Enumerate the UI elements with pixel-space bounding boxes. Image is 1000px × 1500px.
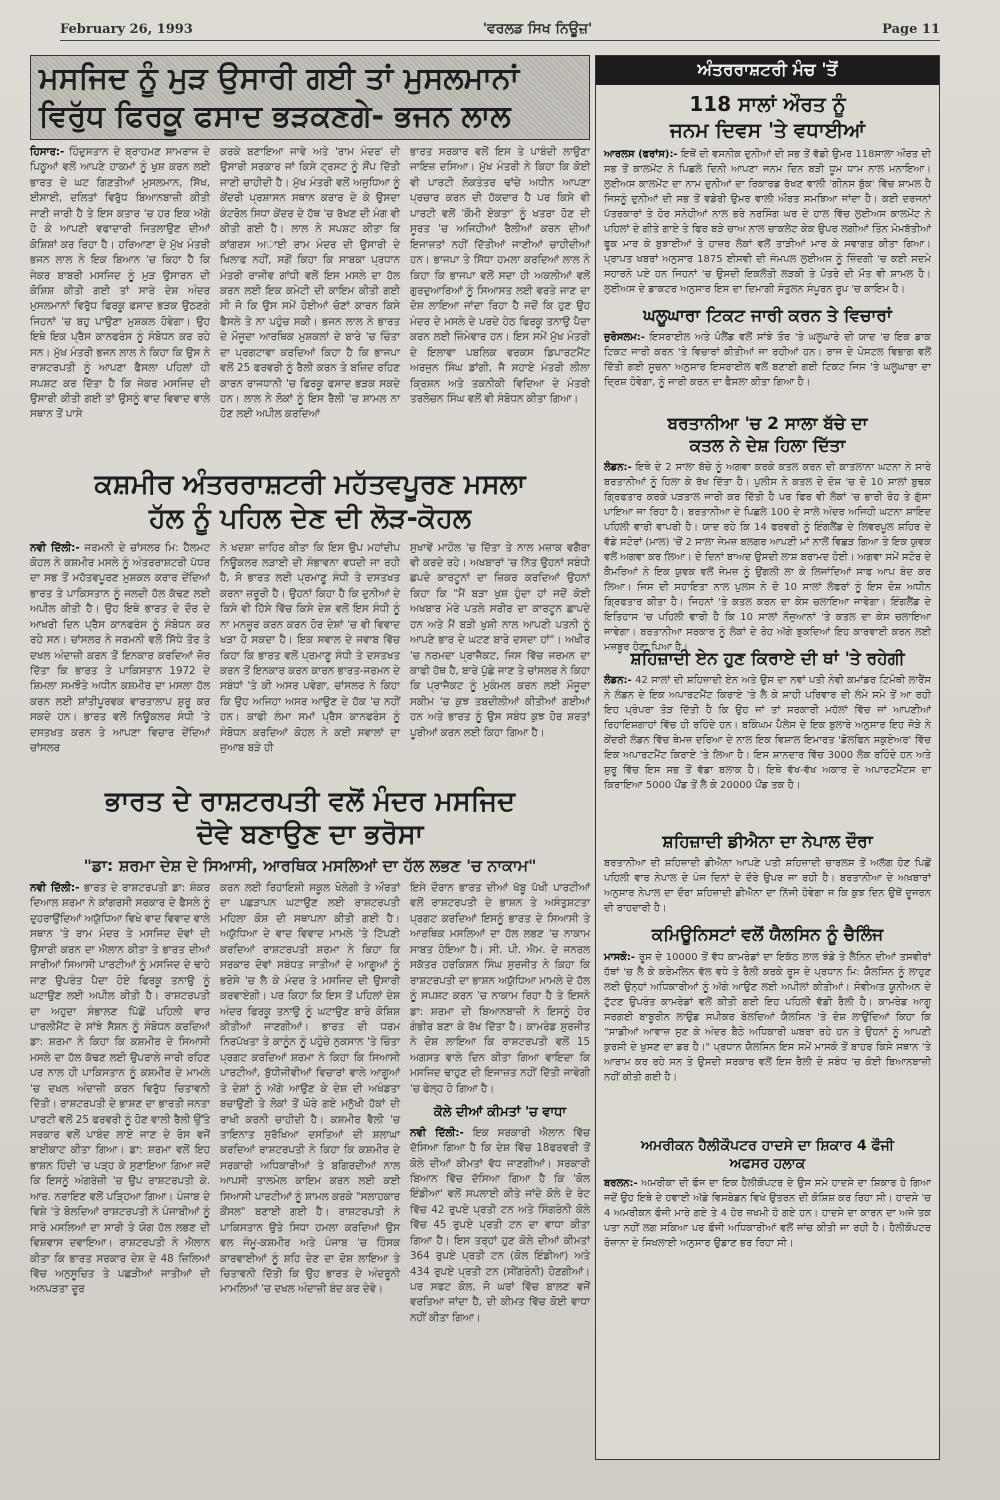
body-text: ਜਰਮਨੀ ਦੇ ਚਾਂਸਲਰ ਮਿ: ਹੈਲਮਟ ਕੋਹਲ ਨੇ ਕਸ਼ਮੀਰ ਮਸਲੇ ਨੂੰ ਅੰਤਰਰਾਸ਼ਟਰੀ ਪੱਧਰ ਦਾ ਸਭ ਤੋਂ ਮਹੱਤਵਪੂਰਣ ਮੁਸ਼ਕਲ ਕਰਾਰ ਦੇਂਦਿਆਂ ਭਾਰਤ ਤੇ ਪਾਕਿਸਤਾਨ ਨੂੰ ਜਲਦੀ ਹੱਲ ਕੱਢਣ ਲਈ ਅਪੀਲ ਕੀਤੀ ਹੈ। ਉਹ ਇਥੇ ਭਾਰਤ ਦੇ ਦੌਰ ਦੇ ਆਖਰੀ ਦਿਨ ਪ੍ਰੈਸ ਕਾਨਫਰੰਸ ਨੂੰ ਸੰਬੋਧਨ ਕਰ ਰਹੇ ਸਨ। ਚਾਂਸਲਰ ਨੇ ਜਰਮਨੀ ਵਲੋਂ ਸਿੱਧੇ ਤੌਰ ਤੇ ਦਖਲ ਅੰਦਾਜ਼ੀ ਕਰਨ ਤੋਂ ਇਨਕਾਰ ਕਰਦਿਆਂ ਜ਼ੋਰ ਦਿੱਤਾ ਕਿ ਭਾਰਤ ਤੇ ਪਾਕਿਸਤਾਨ 1972 ਦੇ ਸ਼ਿਮਲਾ ਸਮਝੌਤੇ ਅਧੀਨ ਕਸ਼ਮੀਰ ਦਾ ਮਸਲਾ ਹੱਲ ਕਰਨ ਲਈ ਸ਼ਾਂਤੀਪੂਰਵਕ ਵਾਰਤਾਲਾਪ ਸ਼ੁਰੂ ਕਰ ਸਕਦੇ ਹਨ। ਭਾਰਤ ਵਲੋਂ ਨਿਊਕਲਰ ਸੰਧੀ 'ਤੇ ਦਸਤਖਤ ਕਰਨ ਤੇ ਆਪਣਾ ਵਿਚਾਰ ਦੇਂਦਿਆਂ ਚਾਂਸਲਰ [30,541,210,755]
headline-line-1: ਮਸਜਿਦ ਨੂੰ ਮੁੜ ਉਸਾਰੀ ਗਈ ਤਾਂ ਮੁਸਲਮਾਨਾਂ [39,61,520,96]
body-column-2 [220,881,400,1401]
dateline: ਲੰਡਨ:- [604,462,632,474]
body-text: ਕਰਕੇ ਬਣਾਇਆ ਜਾਵੇ ਅਤੇ 'ਰਾਮ ਮੰਦਰ' ਦੀ ਉਸਾਰੀ ਸਰਕਾਰ ਜਾਂ ਕਿਸੇ ਟ੍ਰਸਟ ਨੂੰ ਸੌਂਪ ਦਿੱਤੀ ਜਾਣੀ ਚਾਹੀਦੀ ਹੈ। ਮੁੱਖ ਮੰਤਰੀ ਵਲੋਂ ਅਜੁਧਿਆ ਨੂੰ ਕੇਂਦਰੀ ਪ੍ਰਸ਼ਾਸਨ ਸਥਾਨ ਕਰਾਰ ਦੇ ਕੇ ਉਸਦਾ ਕੰਟਰੋਲ ਸਿਧਾ ਕੇਂਦਰ ਦੇ ਹੱਥ 'ਚ ਰੱਖਣ ਦੀ ਮੰਗ ਵੀ ਕੀਤੀ ਗਈ ਹੈ। ਲਾਲ ਨੇ ਸਪਸ਼ਟ ਕੀਤਾ ਕਿ ਕਾਂਗਰਸ ਅਾਈ ਰਾਮ ਮੰਦਰ ਦੀ ਉਸਾਰੀ ਦੇ ਖਿਲਾਫ ਨਹੀਂ, ਸਗੋਂ ਕਿਹਾ ਕਿ ਸਾਬਕਾ ਪ੍ਰਧਾਨ ਮੰਤਰੀ ਰਾਜੀਵ ਗਾਂਧੀ ਵਲੋਂ ਇਸ ਮਸਲੇ ਦਾ ਹੱਲ ਕਰਨ ਲਈ ਇਕ ਕਮੇਟੀ ਦੀ ਕਾਇਮ ਕੀਤੀ ਗਈ ਸੀ ਜੋ ਕਿ ਉਸ ਸਮੇਂ ਹੋਈਆਂ ਚੋਣਾਂ ਕਾਰਨ ਕਿਸੇ ਫੈਸਲੇ ਤੇ ਨਾ ਪਹੁੰਚ ਸਕੀ। ਭਜਨ ਲਾਲ ਨੇ ਭਾਰਤ ਦੇ ਮੌਜੂਦਾ ਆਰਥਿਕ ਮੁਸ਼ਕਲਾਂ ਦੇ ਬਾਰੇ 'ਚ ਚਿੰਤਾ ਦਾ ਪ੍ਰਗਟਾਵਾ ਕਰਦਿਆਂ ਕਿਹਾ ਹੈ ਕਿ ਭਾਜਪਾ ਵਲੋਂ 25 ਫਰਵਰੀ ਨੂੰ ਰੈਲੀ ਕਰਨ ਤੇ ਬਜ਼ਿਦ ਰਹਿਣ ਕਾਰਨ ਰਾਜਧਾਨੀ 'ਚ ਫਿਰਕੂ ਫਸਾਦ ਭੜਕ ਸਕਦੇ ਹਨ। ਲਾਲ ਨੇ ਲੋਕਾਂ ਨੂੰ ਇਸ ਰੈਲੀ 'ਚ ਸ਼ਾਮਲ ਨਾ ਹੋਣ ਲਈ ਅਪੀਲ ਕਰਦਿਆਂ [220,146,400,421]
newspaper-name: 'ਵਰਲਡ ਸਿਖ ਨਿਊਜ਼' [482,21,593,37]
dateline: ਨਵੀ ਦਿੱਲੀ:- [410,1126,464,1139]
headline [30,785,590,853]
story-text [604,1176,931,1276]
main-stories [30,55,590,1495]
headline [604,1137,931,1173]
body-text: ਇਸੇ ਦੌਰਾਨ ਭਾਰਤ ਦੀਆਂ ਖੱਬੂ ਪੱਖੀ ਪਾਰਟੀਆਂ ਵਲੋਂ ਰਾਸ਼ਟਰਪਤੀ ਦੇ ਭਾਸ਼ਨ ਤੇ ਅਸੰਤੁਸ਼ਟਤਾ ਪ੍ਰਗਟ ਕਰਦਿਆਂ ਇਸਨੂੰ ਭਾਰਤ ਦੇ ਸਿਆਸੀ ਤੇ ਆਰਥਿਕ ਮਸਲਿਆਂ ਦਾ ਹੱਲ ਲਭਣ 'ਚ ਨਾਕਾਮ ਸਾਬਤ ਹੋਇਆ ਹੈ। ਸੀ. ਪੀ. ਐਮ. ਦੇ ਜਨਰਲ ਸਕੱਤਰ ਹਰਕਿਸ਼ਨ ਸਿੰਘ ਸੁਰਜੀਤ ਨੇ ਕਿਹਾ ਕਿ ਰਾਸ਼ਟਰਪਤੀ ਦਾ ਭਾਸ਼ਨ ਅਯੁੱਧਿਆ ਮਾਮਲੇ ਦੇ ਹੱਲ ਨੂੰ ਸਪਸ਼ਟ ਕਰਨ 'ਚ ਨਾਕਾਮ ਰਿਹਾ ਹੈ ਤੇ ਇਸਨੇ ਡਾ: ਸ਼ਰਮਾ ਦੀ ਬਿਆਨਬਾਜ਼ੀ ਨੇ ਇਸਨੂੰ ਹੋਰ ਗੰਭੀਰ ਬਣਾ ਕੇ ਰੱਖ ਦਿੱਤਾ ਹੈ। ਕਾਮਰੇਡ ਸੁਰਜੀਤ ਨੇ ਦੋਸ਼ ਲਾਇਆ ਕਿ ਰਾਸ਼ਟਰਪਤੀ ਵਲੋਂ 15 ਅਗਸਤ ਵਾਲੇ ਦਿਨ ਕੀਤਾ ਗਿਆ ਵਾਇਦਾ ਕਿ ਮਸਜਿਦ ਢਾਹੁਣ ਦੀ ਇਜਾਜ਼ਤ ਨਹੀਂ ਦਿੱਤੀ ਜਾਵੇਗੀ 'ਚ ਫੇਲ੍ਹ ਹੋ ਗਿਆ ਹੈ। [410,882,590,1095]
story-body [30,881,590,1401]
story-princess-anne [596,648,939,823]
headline-line-2: ਵਿਰੁੱਧ ਫਿਰਕੂ ਫਸਾਦ ਭੜਕਣਗੇ- ਭਜਨ ਲਾਲ [39,98,511,134]
body-text: ਬਰਤਾਨੀਆ ਦੀ ਸ਼ਹਿਜ਼ਾਦੀ ਡੀਐਨਾ ਆਪਣੇ ਪਤੀ ਸ਼ਹਿਜ਼ਾਦੀ ਚਾਰਲਸ ਤੋਂ ਅਲੱਗ ਹੋਣ ਪਿਛੋਂ ਪਹਿਲੀ ਵਾਰ ਨੇਪਾਲ ਦੇ ਪੰਜ ਦਿਨਾਂ ਦੇ ਦੌਰੇ ਉਪਰ ਜਾ ਰਹੀ ਹੈ। ਬਰਤਾਨੀਆ ਦੇ ਅਖ਼ਬਾਰਾਂ ਅਨੁਸਾਰ ਨੇਪਾਲ ਦਾ ਦੌਰਾ ਸ਼ਹਿਜ਼ਾਦੀ ਡੀਐਨਾ ਦਾ ਨਿੱਜੀ ਹੋਵੇਗਾ ਜ ਕਿ ਕੁਝ ਦਿਨ ਉਥੋਂ ਦੂਜਰਨ ਦੀ ਰਾਹਦਾਰੀ ਹੈ। [604,858,931,915]
headline-line-1: 118 ਸਾਲਾਂ ਔਰਤ ਨੂੰ [689,92,846,116]
story-princess-diana-nepal [596,831,939,916]
dateline: ਬਰਲਨ:- [604,1177,638,1189]
dateline: ਲੰਡਨ:- [604,675,632,687]
body-text: ਸੁਖਾਵੇਂ ਮਾਹੌਲ 'ਚ ਦਿੱਤਾ ਤੇ ਨਾਲ ਮਜ਼ਾਕ ਵਗੈਰਾ ਵੀ ਕਰਦੇ ਰਹੇ। ਅਖਬਾਰਾਂ 'ਚ ਨਿੱਤ ਉਹਨਾਂ ਸਬੰਧੀ ਛਪਦੇ ਕਾਰਟੂਨਾਂ ਦਾ ਜ਼ਿਕਰ ਕਰਦਿਆਂ ਉਹਨਾਂ ਕਿਹਾ ਕਿ "ਮੈਂ ਬੜਾ ਖੁਸ਼ ਹੁੰਦਾ ਹਾਂ ਜਦੋਂ ਕੋਈ ਅਖਬਾਰ ਮੇਰੇ ਪਤਲੇ ਸਰੀਰ ਦਾ ਕਾਰਟੂਨ ਛਾਪਦੇ ਹਨ ਅਤੇ ਮੈਂ ਬੜੀ ਖੁਸ਼ੀ ਨਾਲ ਆਪਣੀ ਪਤਨੀ ਨੂੰ ਆਪਣੇ ਭਾਰ ਦੇ ਘਟਣ ਬਾਰੇ ਦਸਦਾ ਹਾਂ"। ਅਖੀਰ 'ਚ ਨਰਮਦਾ ਪ੍ਰਾਜੈਕਟ, ਜਿਸ ਵਿੱਚ ਜਰਮਨ ਦਾ ਕਾਫੀ ਹੱਥ ਹੈ, ਬਾਰੇ ਪੁੱਛੇ ਜਾਣ ਤੇ ਚਾਂਸਲਰ ਨੇ ਕਿਹਾ ਕਿ ਪ੍ਰਾਜੈਕਟ ਨੂੰ ਮੁਕੰਮਲ ਕਰਨ ਲਈ ਮੌਜੂਦਾ ਸਕੀਮ 'ਚ ਕੁਝ ਤਬਦੀਲੀਆਂ ਕੀਤੀਆਂ ਗਈਆਂ ਹਨ ਅਤੇ ਭਾਰਤ ਨੂੰ ਉਸ ਸਬੰਧ ਕੁਝ ਹੋਰ ਸ਼ਰਤਾਂ ਪੂਰੀਆਂ ਕਰਨ ਲਈ ਕਿਹਾ ਗਿਆ ਹੈ। [410,541,590,739]
body-text: ਨੇ ਖਦਸ਼ਾ ਜ਼ਾਹਿਰ ਕੀਤਾ ਕਿ ਇਸ ਉਪ ਮਹਾਂਦੀਪ ਨਿਊਕਲਰ ਲੜਾਈ ਦੀ ਸੰਭਾਵਨਾ ਵਧਦੀ ਜਾ ਰਹੀ ਹੈ, ਸੋ ਭਾਰਤ ਲਈ ਪ੍ਰਮਾਣੂ ਸੰਧੀ ਤੇ ਦਸਤਖਤ ਕਰਨਾ ਜ਼ਰੂਰੀ ਹੈ। ਉਹਨਾਂ ਕਿਹਾ ਹੈ ਕਿ ਦੁਨੀਆਂ ਦੇ ਕਿਸੇ ਵੀ ਹਿੱਸੇ ਵਿੱਚ ਕਿਸੇ ਦੇਸ਼ ਵਲੋਂ ਇਸ ਸੰਧੀ ਨੂੰ ਨਾ ਮਨਜ਼ੂਰ ਕਰਨ ਕਰਨ ਹੋਰ ਦੇਸ਼ਾਂ 'ਚ ਵੀ ਵਿਵਾਦ ਖੜਾ ਹੋ ਸਕਦਾ ਹੈ। ਇਕ ਸਵਾਲ ਦੇ ਜਵਾਬ ਵਿੱਚ ਕਿਹਾ ਕਿ ਭਾਰਤ ਵਲੋਂ ਪ੍ਰਮਾਣੂ ਸੰਧੀ ਤੇ ਦਸਤਖਤ ਕਰਨ ਤੋਂ ਇਨਕਾਰ ਕਰਨ ਕਾਰਨ ਭਾਰਤ-ਜਰਮਨ ਦੇ ਸਬੰਧਾਂ 'ਤੇ ਕੀ ਅਸਰ ਪਵੇਗਾ, ਚਾਂਸਲਰ ਨੇ ਕਿਹਾ ਕਿ ਉਹ ਅਜਿਹਾ ਅਸਰ ਆਉਣ ਦੇ ਹੱਕ 'ਚ ਨਹੀਂ ਹਨ। ਕਾਫੀ ਲੰਮਾ ਸਮਾਂ ਪ੍ਰੈਸ ਕਾਨਫਰੰਸ ਨੂੰ ਸੰਬੋਧਨ ਕਰਦਿਆਂ ਕੋਹਲ ਨੇ ਕਈ ਸਵਾਲਾਂ ਦਾ ਜੁਆਬ ਬੜੇ ਹੀ [220,541,400,755]
subheadline: "ਡਾ: ਸ਼ਰਮਾ ਦੇਸ਼ ਦੇ ਸਿਆਸੀ, ਆਰਥਿਕ ਮਸਲਿਆਂ ਦਾ ਹੱਲ ਲਭਣ 'ਚ ਨਾਕਾਮ" [83,856,537,875]
story-118-year-old [596,91,939,297]
story-coal-prices-headline: ਕੋਲੇ ਦੀਆਂ ਕੀਮਤਾਂ 'ਚ ਵਾਧਾ [433,1105,567,1121]
story-holocaust-stamp [596,305,939,405]
international-column [595,55,940,1460]
story-text [604,673,931,823]
body-text: ਇਥੋਂ ਦੀ ਵਸਨੀਕ ਦੁਨੀਆਂ ਦੀ ਸਭ ਤੋਂ ਵੱਡੀ ਉਮਰ 118ਸਾਲਾ ਔਰਤ ਦੀ ਸਭ ਤੋਂ ਕਾਲਮੇਂਟ ਨੇ ਪਿਛਲੇ ਦਿਨੀ ਆਪਣਾ ਜਨਮ ਦਿਨ ਬੜੀ ਧੂਮ ਧਾਮ ਨਾਲ ਮਨਾਇਆ। ਲੁਈਅਸ ਕਾਲਮੇਂਟ ਦਾ ਨਾਮ ਦੁਨੀਆਂ ਦਾ ਰਿਕਾਰਡ ਰੱਖਣ ਵਾਲੀ 'ਗੀਨਸ ਬੁੱਕ' ਵਿੱਚ ਸ਼ਾਮਲ ਹੈ ਜਿਸਨੂੰ ਦੁਨੀਆਂ ਦੀ ਸਭ ਤੋਂ ਵਡੇਰੀ ਉਮਰ ਵਾਲੀ ਔਰਤ ਸਮਝਿਆ ਜਾਂਦਾ ਹੈ। ਕਈ ਦਰਜਨਾਂ ਪੱਤਰਕਾਰਾਂ ਤੇ ਹੋਰ ਸਨੇਹੀਆਂ ਨਾਲ ਭਰੇ ਨਰਸਿੰਗ ਘਰ ਦੇ ਹਾਲ ਵਿੱਚ ਲੁਈਅਸ ਕਾਲਮੇਂਟ ਨੇ ਪਹਿਲਾਂ ਦੇ ਗੀਤੇ ਗਾਏ ਤੇ ਫਿਰ ਬੜੇ ਚਾਅ ਨਾਲ ਚਾਕਲੇਟ ਕੇਕ ਉਪਰ ਲਗੀਆਂ ਤਿੰਨ ਮੋਮਬੱਤੀਆਂ ਫੂਕ ਮਾਰ ਕੇ ਬੁਝਾਈਆਂ ਤੇ ਹਾਜ਼ਰ ਲੋਕਾਂ ਵਲੋਂ ਤਾੜੀਆਂ ਮਾਰ ਕੇ ਸਵਾਗਤ ਕੀਤਾ ਗਿਆ। ਪ੍ਰਾਪਤ ਖਬਰਾਂ ਅਨੁਸਾਰ 1875 ਈਸਵੀ ਦੀ ਜੰਮਪਲ ਲੁਈਅਸ ਨੂੰ ਜ਼ਿੰਦਗੀ 'ਚ ਕਈ ਸਦਮੇ ਸਹਾਰਨੇ ਪਏ ਹਨ ਜਿਹਨਾਂ 'ਚ ਉਸਦੀ ਇਕਲੌਤੀ ਲੜਕੀ ਤੇ ਪੋਤਰੇ ਦੀ ਮੌਤ ਵੀ ਸ਼ਾਮਲ ਹੈ। ਲੁਈਅਸ ਦੇ ਡਾਕਟਰ ਅਨੁਸਾਰ ਇਸ ਦਾ ਦਿਮਾਗੀ ਸੰਤੁਲਨ ਸੰਪੂਰਨ ਰੂਪ 'ਚ ਕਾਇਮ ਹੈ। [604,149,931,295]
body-text: 42 ਸਾਲਾਂ ਦੀ ਸ਼ਹਿਜ਼ਾਦੀ ਏਨ ਅਤੇ ਉਸ ਦਾ ਨਵਾਂ ਪਤੀ ਨੇਵੀ ਕਮਾਂਡਰ ਟਿਮੋਥੀ ਲਾਰੈਂਸ ਨੇ ਲੰਡਨ ਦੇ ਇਕ ਅਪਾਰਟਮੈਂਟ ਕਿਰਾਏ 'ਤੇ ਲੈ ਕੇ ਸ਼ਾਹੀ ਪਰਿਵਾਰ ਦੀ ਲੰਮੇ ਸਮੇ ਤੋਂ ਆ ਰਹੀ ਇਹ ਪ੍ਰੰਪਰਾ ਤੋੜ ਦਿੱਤੀ ਹੈ ਕਿ ਉਹ ਜਾਂ ਤਾਂ ਸਰਕਾਰੀ ਮਹੱਲਾਂ ਵਿੱਚ ਜਾਂ ਆਪਣੀਆਂ ਰਿਹਾਇਸ਼ਗਾਹਾਂ ਵਿੱਚ ਹੀ ਰਹਿੰਦੇ ਹਨ। ਬਕਿੰਘਮ ਪੈਲੇਸ ਦੇ ਇਕ ਬੁਲਾਰੇ ਅਨੁਸਾਰ ਇਹ ਜੋੜੇ ਨੇ ਕੇਂਦਰੀ ਲੰਡਨ ਵਿੱਚ ਥੇਮਜ਼ ਦਰਿਆ ਦੇ ਨਾਲ ਇਕ ਵਿਸ਼ਾਲ ਇਮਾਰਤ 'ਡੋਲਫਿਨ ਸਕੁਏਅਰ' ਵਿੱਚ ਇਕ ਅਪਾਰਟਮੈਂਟ ਕਿਰਾਏ 'ਤੇ ਲਿਆ ਹੈ। ਇਸ ਸ਼ਾਨਦਾਰ ਵਿੱਚ 3000 ਲੋਕ ਰਹਿੰਦੇ ਹਨ ਅਤੇ ਸ਼ੁਰੂ ਵਿੱਚ ਇਸ ਸਭ ਤੋਂ ਵੱਡਾ ਬਲਾਕ ਹੈ। ਇਥੇ ਵੱਖ-ਵੱਖ ਅਕਾਰ ਦੇ ਅਪਾਰਟਮੈਂਟਸ ਦਾ ਕਿਰਾਇਆ 5000 ਪੌਂਡ ਤੋਂ ਲੈ ਕੇ 20000 ਪੌਂਡ ਤਕ ਹੈ। [604,675,931,792]
dateline: ਨਵੀ ਦਿੱਲੀ:- [30,882,80,894]
headline [604,91,931,143]
body-text: ਹਿੰਦੁਸਤਾਨ ਦੇ ਬ੍ਰਾਹਮਣ ਸਾਮਰਾਜ ਦੇ ਪਿਠੂਆਂ ਵਲੋਂ ਆਪਣੇ ਹਾਕਮਾਂ ਨੂੰ ਖੁਸ਼ ਕਰਨ ਲਈ ਭਾਰਤ ਦੇ ਘਟ ਗਿਣਤੀਆਂ ਮੁਸਲਮਾਨ, ਸਿੱਖ, ਈਸਾਈ, ਦਲਿਤਾਂ ਵਿਰੁੱਧ ਬਿਆਨਬਾਜ਼ੀ ਕੀਤੀ ਜਾਣੀ ਜਾਰੀ ਹੈ ਤੇ ਇਸ ਕਤਾਰ 'ਚ ਹਰ ਇਕ ਅੱਗੇ ਹੋ ਕੇ ਆਪਣੀ ਵਫਾਦਾਰੀ ਜਿਤਲਾਉਣ ਦੀਆਂ ਕੋਸ਼ਿਸ਼ਾਂ ਕਰ ਰਿਹਾ ਹੈ। ਹਰਿਆਣਾ ਦੇ ਮੁੱਖ ਮੰਤਰੀ ਭਜਨ ਲਾਲ ਨੇ ਇਕ ਬਿਆਨ 'ਚ ਕਿਹਾ ਹੈ ਕਿ ਜੇਕਰ ਬਾਬਰੀ ਮਸਜਿਦ ਨੂੰ ਮੁੜ ਉਸਾਰਨ ਦੀ ਕੋਸ਼ਿਸ਼ ਕੀਤੀ ਗਈ ਤਾਂ ਸਾਰੇ ਦੇਸ਼ ਅੰਦਰ ਮੁਸਲਮਾਨਾਂ ਵਿਰੁੱਧ ਫਿਰਕੂ ਫਸਾਦ ਭੜਕ ਉਠਣਗੇ ਜਿਹਨਾਂ 'ਚ ਬਹੁ ਪਾਉਣਾ ਮੁਸ਼ਕਲ ਹੋਵੇਗਾ। ਉਹ ਇਥੇ ਇਕ ਪ੍ਰੈਸ ਕਾਨਫਰੰਸ ਨੂੰ ਸੰਬੋਧਨ ਕਰ ਰਹੇ ਸਨ। ਮੁੱਖ ਮੰਤਰੀ ਭਜਨ ਲਾਲ ਨੇ ਕਿਹਾ ਕਿ ਉਸ ਨੇ ਰਾਸ਼ਟਰਪਤੀ ਨੂੰ ਆਪਣਾ ਫੈਸਲਾ ਪਹਿਲਾਂ ਹੀ ਸਪਸ਼ਟ ਕਰ ਦਿੱਤਾ ਹੈ ਕਿ ਜੇਕਰ ਮਸਜਿਦ ਦੀ ਉਸਾਰੀ ਕੀਤੀ ਗਈ ਤਾਂ ਉਸਨੂੰ ਵਾਦ ਵਿਵਾਦ ਵਾਲੇ ਸਥਾਨ ਤੋਂ ਪਾਸੇ [30,146,210,421]
body-column-1 [30,881,210,1401]
story-communists-yeltsin [596,924,939,1114]
page-number: Page 11 [882,21,940,37]
dateline: ਮਾਸਕੋ:- [604,951,636,963]
body-text: ਅਮਰੀਕਾ ਦੀ ਫੌਜ ਦਾ ਇਕ ਹੈਲੀਕੌਪਟਰ ਦੇ ਉਸ ਸਮੇ ਹਾਦਸੇ ਦਾ ਸ਼ਿਕਾਰ ਹੋ ਗਿਆ ਜਦੋਂ ਉਹ ਇਥੇ ਦੇ ਹਵਾਈ ਅੱਡੇ ਵਿਸਬੇਡਨ ਵਿਖੇ ਉਤਰਨ ਦੀ ਕੋਸ਼ਿਸ਼ ਕਰ ਰਿਹਾ ਸੀ। ਹਾਦਸੇ 'ਚ 4 ਅਮਰੀਕਨ ਫੌਜੀ ਮਾਰੇ ਗਏ ਤੇ 4 ਹੋਰ ਜ਼ਖਮੀ ਹੋ ਗਏ ਹਨ। ਹਾਦਸੇ ਦਾ ਕਾਰਨ ਦਾ ਅਜੇ ਤਕ ਪਤਾ ਨਹੀਂ ਲਗ ਸਕਿਆ ਪਰ ਫੌਜੀ ਅਧਿਕਾਰੀਆਂ ਵਲੋਂ ਜਾਂਚ ਕੀਤੀ ਜਾ ਰਹੀ ਹੈ। ਹੈਲੀਕੌਪਟਰ ਰੋਜ਼ਾਨਾ ਦੇ ਸਿਖਲਾਈ ਅਨੁਸਾਰ ਉਡਾਣ ਭਰ ਰਿਹਾ ਸੀ। [604,1177,931,1249]
dateline: ਜ਼ੁਰੋਸਲਮ:- [604,332,645,344]
body-column-2 [220,145,400,460]
story-helicopter-crash [596,1137,939,1276]
headline: ਸ਼ਹਿਜ਼ਾਦੀ ਡੀਐਨਾ ਦਾ ਨੇਪਾਲ ਦੌਰਾ [662,832,873,853]
headline-line-1: ਅਮਰੀਕਨ ਹੈਲੀਕੌਪਟਰ ਹਾਦਸੇ ਦਾ ਸ਼ਿਕਾਰ 4 ਫੌਜੀ [641,1137,894,1154]
issue-date: February 26, 1993 [60,21,193,37]
story-masjid-bhajan-lal [30,55,590,460]
column-banner: ਅੰਤਰਰਾਸ਼ਟਰੀ ਮੰਚ 'ਤੋਂ [596,56,939,85]
headline-line-2: ਹੱਲ ਨੂੰ ਪਹਿਲ ਦੇਣ ਦੀ ਲੋੜ-ਕੋਹਲ [148,502,472,534]
body-text: ਕਰਨ ਲਈ ਰਿਹਾਇਸ਼ੀ ਸਕੂਲ ਖੋਲੇਗੀ ਤੇ ਔਰਤਾਂ ਦਾ ਪਛੜਾਪਨ ਘਟਾਉਣ ਲਈ ਰਾਸ਼ਟਰਪਤੀ ਮਹਿਲਾ ਕੋਸ਼ ਦੀ ਸਥਾਪਨਾ ਕੀਤੀ ਗਈ ਹੈ। ਅਯੁੱਧਿਆ ਦੇ ਵਾਦ ਵਿਵਾਦ ਮਾਮਲੇ 'ਤੇ ਟਿੱਪਣੀ ਕਰਦਿਆਂ ਰਾਸ਼ਟਰਪਤੀ ਸ਼ਰਮਾ ਨੇ ਕਿਹਾ ਕਿ ਸਰਕਾਰ ਦੋਵਾਂ ਸਬੰਧਤ ਜਾਤੀਆਂ ਦੇ ਆਗੂਆਂ ਨੂੰ ਭਰੋਸੇ 'ਚ ਲੈ ਕੇ ਮੰਦਰ ਤੇ ਮਸਜਿਦ ਦੀ ਉਸਾਰੀ ਕਰਵਾਏਗੀ। ਪਰ ਕਿਹਾ ਕਿ ਇਸ ਤੋਂ ਪਹਿਲਾਂ ਦੇਸ਼ ਅੰਦਰ ਫਿਰਕੂ ਤਨਾਉ ਨੂੰ ਘਟਾਉਣ ਬਾਰੇ ਕੋਸ਼ਿਸ਼ ਕੀਤੀਆਂ ਜਾਣਗੀਆਂ। ਭਾਰਤ ਦੀ ਧਰਮ ਨਿਰਪੱਖਤਾ ਤੇ ਕਾਨੂੰਨ ਨੂੰ ਪਹੁੰਚੇ ਨੁਕਸਾਨ 'ਤੇ ਚਿੰਤਾ ਪ੍ਰਗਟ ਕਰਦਿਆਂ ਸ਼ਰਮਾ ਨੇ ਕਿਹਾ ਕਿ ਸਿਆਸੀ ਪਾਰਟੀਆਂ, ਬੁੱਧੀਜੀਵੀਆਂ ਵਿਚਾਰਾਂ ਵਾਲੇ ਆਗੂਆਂ ਤੇ ਦੇਸ਼ਾਂ ਨੂੰ ਅੱਗੇ ਆਉਣ ਕੇ ਦੇਸ਼ ਦੀ ਅਖੰਡਤਾ ਬਚਾਉਣੀ ਤੇ ਲੋਕਾਂ ਤੋਂ ਘੋਰੇ ਗਏ ਮਨੁੱਖੀ ਹੱਕਾਂ ਦੀ ਰਾਖੀ ਕਰਨੀ ਚਾਹੀਦੀ ਹੈ। ਕਸ਼ਮੀਰ ਵੈਲੀ 'ਚ ਤਾਇਨਾਤ ਸੁਰੱਖਿਆ ਦਸਤਿਆਂ ਦੀ ਸ਼ਲਾਘਾ ਕਰਦਿਆਂ ਰਾਸ਼ਟਰਪਤੀ ਨੇ ਕਿਹਾ ਕਿ ਕਸ਼ਮੀਰ ਦੇ ਸਰਕਾਰੀ ਅਧਿਕਾਰੀਆਂ ਤੇ ਬਗਿਰਦੀਆਂ ਨਾਲ ਆਪਸੀ ਤਾਲਮੇਲ ਕਾਇਮ ਕਰਨ ਲਈ ਕਈ ਸਿਆਸੀ ਪਾਰਟੀਆਂ ਨੂੰ ਸ਼ਾਮਲ ਕਰਕੇ "ਸਲਾਹਕਾਰ ਕੌਂਸਲ" ਬਣਾਈ ਗਈ ਹੈ। ਰਾਸ਼ਟਰਪਤੀ ਨੇ ਪਾਕਿਸਤਾਨ ਉਤੇ ਸਿਧਾ ਹਮਲਾ ਕਰਦਿਆਂ ਉਸ ਵਲ ਜੰਮੂ-ਕਸ਼ਮੀਰ ਅਤੇ ਪੰਜਾਬ 'ਚ ਹਿੰਸਕ ਕਾਰਵਾਈਆਂ ਨੂੰ ਸ਼ਹਿ ਦੇਣ ਦਾ ਦੋਸ਼ ਲਾਇਆ ਤੇ ਚਿਤਾਵਨੀ ਦਿੱਤੀ ਕਿ ਉਹ ਭਾਰਤ ਦੇ ਅੰਦਰੂਨੀ ਮਾਮਲਿਆਂ 'ਚ ਦਖਲ ਅੰਦਾਜ਼ੀ ਬੰਦ ਕਰ ਦੇਵੇ। [220,882,400,1296]
body-text: ਭਾਰਤ ਦੇ ਰਾਸ਼ਟਰਪਤੀ ਡਾ: ਸ਼ੰਕਰ ਦਿਆਲ ਸ਼ਰਮਾ ਨੇ ਕਾਂਗਰਸੀ ਸਰਕਾਰ ਦੇ ਫੈਸਲੇ ਨੂੰ ਦੁਹਰਾਉਂਦਿਆਂ ਅਯੁੱਧਿਆ ਵਿਖੇ ਵਾਦ ਵਿਵਾਦ ਵਾਲੇ ਸਥਾਨ 'ਤੇ ਰਾਮ ਮੰਦਰ ਤੇ ਮਸਜਿਦ ਦੋਵਾਂ ਦੀ ਉਸਾਰੀ ਕਰਨ ਦਾ ਐਲਾਨ ਕੀਤਾ ਤੇ ਭਾਰਤ ਦੀਆਂ ਸਾਰੀਆਂ ਸਿਆਸੀ ਪਾਰਟੀਆਂ ਨੂੰ ਮਸਜਿਦ ਦੇ ਢਾਹੇ ਜਾਣ ਉਪਰੰਤ ਪੈਦਾ ਹੋਏ ਫਿਰਕੂ ਤਨਾਉ ਨੂੰ ਘਟਾਉਣ ਲਈ ਅਪੀਲ ਕੀਤੀ ਹੈ। ਰਾਸ਼ਟਰਪਤੀ ਦਾ ਅਹੁਦਾ ਸੰਭਾਲਣ ਪਿੱਛੋਂ ਪਹਿਲੀ ਵਾਰ ਪਾਰਲੀਮੈਂਟ ਦੇ ਸਾਂਝੇ ਸੈਸ਼ਨ ਨੂੰ ਸੰਬੋਧਨ ਕਰਦਿਆਂ ਡਾ: ਸ਼ਰਮਾ ਨੇ ਕਿਹਾ ਕਿ ਕਸ਼ਮੀਰ ਦੇ ਸਿਆਸੀ ਮਸਲੇ ਦਾ ਹੱਲ ਕੱਢਣ ਲਈ ਉਪਰਾਲੇ ਜਾਰੀ ਰਹਿਣ ਪਰ ਨਾਲ ਹੀ ਪਾਕਿਸਤਾਨ ਨੂੰ ਕਸ਼ਮੀਰ ਦੇ ਮਾਮਲੇ 'ਚ ਦਖਲ ਅੰਦਾਜ਼ੀ ਕਰਨ ਵਿਰੁੱਧ ਚਿਤਾਵਨੀ ਦਿੱਤੀ। ਰਾਸ਼ਟਰਪਤੀ ਦੇ ਭਾਸ਼ਣ ਦਾ ਭਾਰਤੀ ਜਨਤਾ ਪਾਰਟੀ ਵਲੋਂ 25 ਫਰਵਰੀ ਨੂੰ ਹੋਣ ਵਾਲੀ ਰੈਲੀ ਉੱਤੇ ਸਰਕਾਰ ਵਲੋਂ ਪਾਬੰਦ ਲਾਏ ਜਾਣ ਦੇ ਰੋਸ ਵਜੋਂ ਬਾਈਕਾਟ ਕੀਤਾ ਗਿਆ। ਡਾ: ਸ਼ਰਮਾ ਵਲੋਂ ਇਹ ਭਾਸ਼ਨ ਹਿੰਦੀ 'ਚ ਪੜ੍ਹ ਕੇ ਸੁਣਾਇਆ ਗਿਆ ਜਦੋਂ ਕਿ ਇਸਨੂੰ ਅੰਗਰੇਜ਼ੀ 'ਚ ਉਪ ਰਾਸ਼ਟਰਪਤੀ ਕੇ. ਆਰ. ਨਰਾਇਣ ਵਲੋਂ ਪੜ੍ਹਿਆ ਗਿਆ। ਪੰਜਾਬ ਦੇ ਵਿਸ਼ੇ 'ਤੇ ਬੋਲਦਿਆਂ ਰਾਸ਼ਟਰਪਤੀ ਨੇ ਪੰਜਾਬੀਆਂ ਨੂੰ ਸਾਰੇ ਮਸਲਿਆਂ ਦਾ ਸਾਰੀ ਤੇ ਯੋਗ ਹੱਲ ਲਭਣ ਦੀ ਵਿਸ਼ਵਾਸ ਦਵਾਇਆ। ਰਾਸ਼ਟਰਪਤੀ ਨੇ ਐਲਾਨ ਕੀਤਾ ਕਿ ਭਾਰਤ ਸਰਕਾਰ ਦੇਸ਼ ਦੇ 48 ਜ਼ਿਲਿਆਂ ਵਿੱਚ ਅਨੁਸੂਚਿਤ ਤੇ ਪਛੜੀਆਂ ਜਾਤੀਆਂ ਦੀ ਅਨਪੜਤਾ ਦੂਰ [30,882,210,1296]
dateline: ਹਿਸਾਰ:- [30,146,65,158]
body-column-3 [410,881,590,1401]
body-text: ਇਸਰਾਈਲ ਅਤੇ ਪੋਲੈਂਡ ਵਲੋਂ ਸਾਂਝੇ ਤੌਰ 'ਤੇ ਘਲੂਘਾਰੇ ਦੀ ਯਾਦ 'ਚ ਇਕ ਡਾਕ ਟਿਕਟ ਜਾਰੀ ਕਰਨ 'ਤੇ ਵਿਚਾਰਾਂ ਕੀਤੀਆਂ ਜਾ ਰਹੀਆਂ ਹਨ। ਰਾਜ ਦੇ ਪੋਸਟਲ ਵਿਭਾਗ ਵਲੋਂ ਦਿੱਤੀ ਗਈ ਸੂਚਨਾ ਅਨੁਸਾਰ ਇਸਰਾਈਲ ਵਲੋਂ ਬਣਾਈ ਗਈ ਟਿਕਟ ਜਿਸ 'ਤੇ ਘਲੂਘਾਰਾ ਦਾ ਦ੍ਰਿਸ਼ ਹੋਵੇਗਾ, ਨੂੰ ਜਾਰੀ ਕਰਨ ਦਾ ਫੈਸਲਾ ਕੀਤਾ ਗਿਆ ਹੈ। [604,332,931,389]
headline: ਕਮਿਊਨਿਸਟਾਂ ਵਲੋਂ ਯੈਲਸਿਨ ਨੂੰ ਚੈਲਿੰਜ [651,925,884,946]
story-text [604,856,931,916]
headline [30,468,590,536]
dateline: ਆਰਲਸ (ਫਰਾਂਸ):- [604,149,678,160]
headline: ਸ਼ਹਿਜ਼ਾਦੀ ਏਨ ਹੁਣ ਕਿਰਾਏ ਦੀ ਥਾਂ 'ਤੇ ਰਹੇਗੀ [630,649,905,670]
headline-line-1: ਭਾਰਤ ਦੇ ਰਾਸ਼ਟਰਪਤੀ ਵਲੋਂ ਮੰਦਰ ਮਸਜਿਦ [105,785,515,817]
story-kashmir-kohl [30,468,590,779]
header-rule [60,40,940,41]
headline [604,413,931,457]
headline-line-2: ਦੋਵੇ ਬਣਾਉਣ ਦਾ ਭਰੋਸਾ [196,819,424,851]
body-column-2 [220,541,400,779]
story-text [604,950,931,1115]
headline-line-2: ਜਨਮ ਦਿਵਸ 'ਤੇ ਵਧਾਈਆਂ [669,118,866,142]
body-column-1 [30,145,210,460]
story-text [604,330,931,405]
body-column-3 [410,541,590,779]
body-text: ਰੂਸ ਦੇ 10000 ਤੋਂ ਵੱਧ ਕਾਮਰੇਡਾਂ ਦਾ ਇਕੱਠ ਲਾਲ ਝੰਡੇ ਤੇ ਲੈਨਿਨ ਦੀਆਂ ਤਸਵੀਰਾਂ ਹੱਥਾਂ 'ਚ ਲੈ ਕੇ ਕਰੇਮਲਿਨ ਵੱਲ ਵਧੇ ਤੇ ਰੈਲੀ ਕਰਕੇ ਰੂਸ ਦੇ ਪ੍ਰਧਾਨ ਮਿ: ਯੈਲਸਿਨ ਨੂੰ ਲਾਹੁਣ ਲਈ ਉਨ੍ਹਾਂ ਅਧਿਕਾਰੀਆਂ ਨੂੰ ਅੱਗੇ ਆਉਣ ਲਈ ਅਪੀਲਾਂ ਕੀਤੀਆਂ। ਸੋਵੀਅਤ ਯੂਨੀਅਨ ਦੇ ਟੁੱਟਣ ਉਪਰੰਤ ਕਾਮਰੇਡਾਂ ਵਲੋਂ ਕੀਤੀ ਗਈ ਇਹ ਪਹਿਲੀ ਵੱਡੀ ਰੈਲੀ ਹੈ। ਕਾਮਰੇਡ ਆਗੂ ਸਰਗਈ ਬਾਬੂਰੀਨ ਲਾਉਡ ਸਪੀਕਰ ਬੋਲਦਿਆਂ ਯੈਲਸਿਨ 'ਤੇ ਦੋਸ਼ ਲਾਉਂਦਿਆਂ ਕਿਹਾ ਕਿ "ਸਾਡੀਆਂ ਆਵਾਜ਼ ਸੁਣ ਕੇ ਅੰਦਰ ਬੈਠੇ ਅਧਿਕਾਰੀ ਘਬਰਾ ਰਹੇ ਹਨ ਤੇ ਉਹਨਾਂ ਨੂੰ ਆਪਣੀ ਕੁਰਸੀ ਦੇ ਖੁਸਣ ਦਾ ਡਰ ਹੈ।" ਪ੍ਰਧਾਨ ਯੈਲਸਿਨ ਇਸ ਸਮੇਂ ਮਾਸਕੋ ਤੋਂ ਬਾਹਰ ਕਿਸੇ ਸਥਾਨ 'ਤੇ ਆਰਾਮ ਕਰ ਰਹੇ ਸਨ ਤੇ ਉਸਦੀ ਸਰਕਾਰ ਵਲੋਂ ਇਸ ਰੈਲੀ ਦੇ ਸਬੰਧ 'ਚ ਕੋਈ ਬਿਆਨਬਾਜ਼ੀ ਨਹੀਂ ਕੀਤੀ ਗਈ ਹੈ। [604,951,932,1083]
headline-line-1: ਕਸ਼ਮੀਰ ਅੰਤਰਰਾਸ਼ਟਰੀ ਮਹੱਤਵਪੂਰਣ ਮਸਲਾ [94,469,526,500]
body-column-3 [410,145,590,460]
headline: ਘਲੂਘਾਰਾ ਟਿਕਟ ਜਾਰੀ ਕਰਨ ਤੇ ਵਿਚਾਰਾਂ [643,306,892,326]
body-text: ਭਾਰਤ ਸਰਕਾਰ ਵਲੋਂ ਇਸ ਤੇ ਪਾਬੰਦੀ ਲਾਉਣਾ ਜਾਇਜ਼ ਦਸਿਆ। ਮੁੱਖ ਮੰਤਰੀ ਨੇ ਕਿਹਾ ਕਿ ਕੋਈ ਵੀ ਪਾਰਟੀ ਲੋਕਤੰਤਰ ਢਾਂਚੇ ਅਧੀਨ ਆਪਣਾ ਪ੍ਰਚਾਰ ਕਰਨ ਦੀ ਹੱਕਦਾਰ ਹੈ ਪਰ ਕਿਸੇ ਵੀ ਪਾਰਟੀ ਵਲੋਂ 'ਕੌਮੀ ਏਕਤਾ' ਨੂੰ ਖਤਰਾ ਹੋਣ ਦੀ ਸੂਰਤ 'ਚ ਅਜਿਹੀਆਂ ਰੈਲੀਆਂ ਕਰਨ ਦੀਆਂ ਇਜਾਜ਼ਤਾਂ ਨਹੀਂ ਦਿੱਤੀਆਂ ਜਾਣੀਆਂ ਚਾਹੀਦੀਆਂ ਹਨ। ਭਾਜਪਾ ਤੇ ਸਿੱਧਾ ਹਮਲਾ ਕਰਦਿਆਂ ਲਾਲ ਨੇ ਕਿਹਾ ਕਿ ਭਾਜਪਾ ਵਲੋਂ ਸਦਾ ਹੀ ਅਕਲੀਆਂ ਵਲੋਂ ਗੁਰਦੁਆਰਿਆਂ ਨੂੰ ਸਿਆਸਤ ਲਈ ਵਰਤੇ ਜਾਣ ਦਾ ਦੋਸ਼ ਲਾਇਆ ਜਾਂਦਾ ਰਿਹਾ ਹੈ ਜਦੋਂ ਕਿ ਹੁਣ ਉਹ ਮੰਦਰ ਦੇ ਮਸਲੇ ਦੇ ਪਰਦੇ ਹੇਠ ਫਿਰਕੂ ਤਨਾਉ ਪੈਦਾ ਕਰਨ ਲਈ ਜ਼ਿੰਮੇਵਾਰ ਹਨ। ਇਸ ਸਮੇਂ ਮੁੱਖ ਮੰਤਰੀ ਦੇ ਇਲਾਵਾ ਪਬਲਿਕ ਵਰਕਸ ਡਿਪਾਰਟਮੈਂਟ ਅਰਜੁਨ ਸਿੰਘ ਡਾਂਗੀ, ਜੈ ਸਹਾਏ ਮੰਤਰੀ ਲੀਲਾ ਕ੍ਰਿਸ਼ਨ ਅਤੇ ਤਕਨੀਕੀ ਵਿਦਿਆ ਦੇ ਮੰਤਰੀ ਤਰਲੋਚਨ ਸਿੰਘ ਵਲੋਂ ਵੀ ਸੰਬੋਧਨ ਕੀਤਾ ਗਿਆ। [410,146,590,405]
story-president-temple-mosque [30,785,590,1402]
story-text [604,147,931,297]
body-text: ਇਥੇ ਦੇ 2 ਸਾਲਾ ਬੱਚੇ ਨੂੰ ਅਗਵਾ ਕਰਕੇ ਕਤਲ ਕਰਨ ਦੀ ਕਾਤਲਾਨਾ ਘਟਨਾ ਨੇ ਸਾਰੇ ਬਰਤਾਨੀਆਂ ਨੂੰ ਹਿਲਾ ਕੇ ਰੱਖ ਦਿੱਤਾ ਹੈ। ਪੁਲੀਸ ਨੇ ਕਤਲ ਦੇ ਦੋਸ਼ 'ਚ ਦੋ 10 ਸਾਲਾਂ ਬੁਢਕ ਗ੍ਰਿਫਤਾਰ ਕਰਕੇ ਪੜਤਾਲ ਜਾਰੀ ਕਰ ਦਿੱਤੀ ਹੈ ਪਰ ਫਿਰ ਵੀ ਲੋਕਾਂ 'ਚ ਭਾਰੀ ਰੋਹ ਤੇ ਗੁੱਸਾ ਪਾਇਆ ਜਾ ਰਿਹਾ ਹੈ। ਬਰਤਾਨੀਆ ਦੇ ਪਿਛਲੇ 100 ਦੇ ਸਾਲੇ ਅੰਦਰ ਅਜਿਹੀ ਘਟਨਾ ਸ਼ਾਇਦ ਪਹਿਲੀ ਵਾਰੀ ਵਾਪਰੀ ਹੈ। ਯਾਦ ਰਹੇ ਕਿ 14 ਫਰਵਰੀ ਨੂੰ ਇੰਗਲੈਂਡ ਦੇ ਲਿਵਰਪੂਲ ਸ਼ਹਿਰ ਦੇ ਵੱਡੇ ਸਟੋਰਾਂ (ਮਾਲ) 'ਚੋਂ 2 ਸਾਲਾ ਜੇਮਜ਼ ਬਲਗਰ ਆਪਣੀ ਮਾਂ ਨਾਲੋਂ ਵਿਛੜ ਗਿਆ ਤੇ ਇਕ ਯੁਵਕ ਵਲੋਂ ਅਗਵਾ ਕਰ ਲਿਆ। ਦੋ ਦਿਨਾਂ ਬਾਅਦ ਉਸਦੀ ਲਾਸ਼ ਬਰਾਮਦ ਹੋਈ। ਅਗਵਾ ਸਮੇਂ ਸਟੋਰ ਦੇ ਕੈਮਰਿਆਂ ਨੇ ਇਕ ਯੁਵਕ ਵਲੋਂ ਜੇਮਜ਼ ਨੂੰ ਉਂਗਲੀ ਲਾ ਕੇ ਲਿਜਾਂਦਿਆਂ ਸਾਫ ਆਪ ਬੰਦ ਕਰ ਲਿਆ। ਜਿਸ ਦੀ ਸਹਾਇਤਾ ਨਾਲ ਪੁਲਸ ਨੇ ਦੋ 10 ਸਾਲਾਂ ਲੋਫਰਾਂ ਨੂੰ ਇਸ ਦੋਸ਼ ਅਧੀਨ ਗ੍ਰਿਫਤਾਰ ਕੀਤਾ ਹੈ। ਜਿਹਨਾਂ 'ਤੇ ਕਤਲ ਕਰਨ ਦਾ ਕੇਸ ਚਲਾਇਆ ਜਾਵੇਗਾ। ਇੰਗਲੈਂਡ ਦੇ ਇਤਿਹਾਸ 'ਚ ਪਹਿਲੀ ਵਾਰੀ ਹੈ ਕਿ 10 ਸਾਲਾਂ ਨੌਜੁਆਨਾਂ 'ਤੇ ਕਤਲ ਦਾ ਕੇਸ ਚਲਾਇਆ ਜਾਵੇਗਾ। ਬਰਤਾਨੀਆ ਸਰਕਾਰ ਨੂੰ ਲੋਕਾਂ ਦੇ ਰੋਹ ਅੱਗੇ ਝੁਕਦਿਆਂ ਇਹ ਕਾਰਵਾਈ ਕਰਨ ਲਈ ਮਜ਼ਬੂਰ ਹੋਣਾ ਪਿਆ ਹੈ। [604,462,931,654]
body-column-1 [30,541,210,779]
story-britain-child-murder [596,413,939,654]
story-text [604,460,931,654]
dateline: ਨਵੀ ਦਿੱਲੀ:- [30,541,80,554]
headline-line-2: ਕਤਲ ਨੇ ਦੇਸ਼ ਹਿਲਾ ਦਿੱਤਾ [689,436,846,457]
body-text: ਇਕ ਸਰਕਾਰੀ ਐਲਾਨ ਵਿੱਚ ਦੱਸਿਆ ਗਿਆ ਹੈ ਕਿ ਦੇਸ਼ ਵਿੱਚ 18ਫਰਵਰੀ ਤੋਂ ਕੋਲੇ ਦੀਆਂ ਕੀਮਤਾਂ ਵੱਧ ਜਾਣਗੀਆਂ। ਸਰਕਾਰੀ ਬਿਆਨ ਵਿੱਚ ਦੱਸਿਆ ਗਿਆ ਹੈ ਕਿ 'ਕੋਲ ਇੰਡੀਆ' ਵਲੋਂ ਸਪਲਾਈ ਕੀਤੇ ਜਾਂਦੇ ਕੋਲੇ ਦੇ ਰੇਟ ਵਿੱਚ 42 ਰੁਪਏ ਪ੍ਰਤੀ ਟਨ ਅਤੇ ਸਿੰਗਰੇਨੀ ਕੋਲੇ ਵਿੱਚ 45 ਰੁਪਏ ਪ੍ਰਤੀ ਟਨ ਦਾ ਵਾਧਾ ਕੀਤਾ ਗਿਆ ਹੈ। ਇਸ ਤਰ੍ਹਾਂ ਹੁਣ ਕੋਲੇ ਦੀਆਂ ਕੀਮਤਾਂ 364 ਰੁਪਏ ਪ੍ਰਤੀ ਟਨ (ਕੋਲ ਇੰਡੀਆ) ਅਤੇ 434 ਰੁਪਏ ਪ੍ਰਤੀ ਟਨ (ਸੀਂਗਰੇਨੀ) ਹੋਣਗੀਆਂ। ਪਰ ਸਫਟ ਕੋਲ, ਜੋ ਘਰਾਂ ਵਿੱਚ ਬਾਲਣ ਵਜੋਂ ਵਰਤਿਆ ਜਾਂਦਾ ਹੈ, ਦੀ ਕੀਮਤ ਵਿੱਚ ਕੋਈ ਵਾਧਾ ਨਹੀਂ ਕੀਤਾ ਗਿਆ। [410,1126,590,1324]
story-body [30,541,590,779]
headline-box [30,55,590,140]
story-body [30,145,590,460]
headline-line-2: ਅਫਸਰ ਹਲਾਕ [729,1155,806,1172]
headline-line-1: ਬਰਤਾਨੀਆ 'ਚ 2 ਸਾਲਾ ਬੱਚੇ ਦਾ [667,414,868,435]
